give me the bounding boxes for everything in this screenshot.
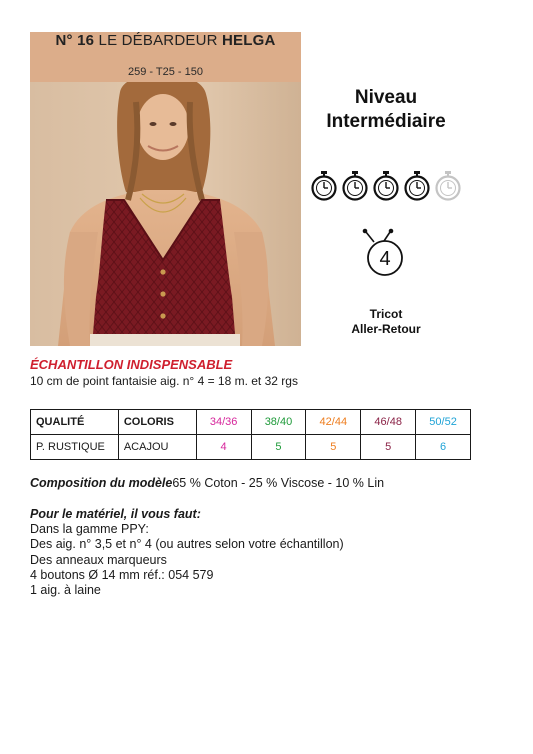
materials-title: Pour le matériel, il vous faut: xyxy=(30,507,201,521)
stopwatch-icon xyxy=(403,170,431,202)
stopwatch-icon-inactive xyxy=(434,170,462,202)
stopwatch-icon xyxy=(341,170,369,202)
pattern-name-bold: HELGA xyxy=(222,32,276,49)
pattern-name: LE DÉBARDEUR xyxy=(98,32,218,49)
size-header: 42/44 xyxy=(306,410,361,435)
quality-header: QUALITÉ xyxy=(31,410,119,435)
composition-text: 65 % Coton - 25 % Viscose - 10 % Lin xyxy=(172,476,385,490)
pattern-reference: 259 - T25 - 150 xyxy=(127,66,203,78)
skein-count: 4 xyxy=(196,435,251,460)
sample-text: 10 cm de point fantaisie aig. n° 4 = 18 m. et 32 rgs xyxy=(30,374,298,388)
quality-cell: P. RUSTIQUE xyxy=(31,435,119,460)
stopwatch-icon xyxy=(372,170,400,202)
size-header: 46/48 xyxy=(361,410,416,435)
technique-line-2: Aller-Retour xyxy=(351,322,421,336)
technique-line-1: Tricot xyxy=(369,307,403,321)
skein-count: 5 xyxy=(361,435,416,460)
materials-line: 4 boutons Ø 14 mm réf.: 054 579 xyxy=(30,567,214,582)
model-photo xyxy=(30,82,301,346)
table-header-row xyxy=(31,410,471,435)
materials-line: Des anneaux marqueurs xyxy=(30,552,167,567)
stopwatch-icon xyxy=(310,170,338,202)
skein-count: 5 xyxy=(251,435,306,460)
materials-line: 1 aig. à laine xyxy=(30,583,101,598)
level-line-1: Niveau xyxy=(354,87,418,108)
technique-label xyxy=(300,307,472,337)
yarn-table xyxy=(30,409,471,460)
skein-count: 6 xyxy=(416,435,471,460)
hero-image xyxy=(30,32,301,346)
title-band xyxy=(30,32,301,82)
size-header: 38/40 xyxy=(251,410,306,435)
level-line-2: Intermédiaire xyxy=(326,111,446,132)
color-cell: ACAJOU xyxy=(118,435,196,460)
needle-size: 4 xyxy=(379,248,391,270)
composition xyxy=(30,476,384,490)
pattern-title xyxy=(30,32,301,49)
table-row xyxy=(31,435,471,460)
level-label xyxy=(300,86,472,134)
size-header: 50/52 xyxy=(416,410,471,435)
materials xyxy=(30,507,344,598)
composition-label: Composition du modèle xyxy=(30,476,173,490)
pattern-number: N° 16 xyxy=(55,32,95,49)
sample-title: ÉCHANTILLON INDISPENSABLE xyxy=(30,357,233,372)
materials-line: Des aig. n° 3,5 et n° 4 (ou autres selon votre échantillon) xyxy=(30,537,344,552)
knitting-needle-icon xyxy=(360,228,408,280)
color-header: COLORIS xyxy=(118,410,196,435)
materials-line: Dans la gamme PPY: xyxy=(30,522,149,537)
size-header: 34/36 xyxy=(196,410,251,435)
skein-count: 5 xyxy=(306,435,361,460)
